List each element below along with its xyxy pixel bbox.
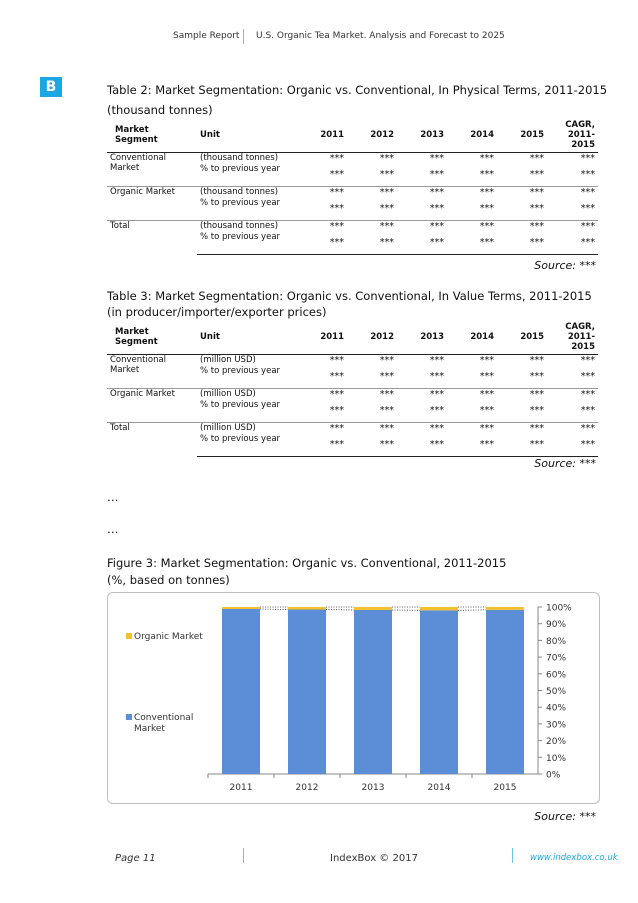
bar-conventional-market-2012 (288, 610, 326, 774)
value-cell: *** (347, 220, 397, 232)
value-cell: *** (447, 186, 497, 198)
header-cell: 2011 (297, 118, 347, 152)
unit-cell: % to previous year (200, 198, 281, 208)
value-cell: *** (529, 152, 544, 164)
table2-title: Table 2: Market Segmentation: Organic vs. Conventional, In Physical Terms, 2011-2015 (107, 83, 608, 97)
ellipsis-1: … (107, 490, 119, 504)
table3-subtitle: (in producer/importer/exporter prices) (107, 305, 327, 319)
value-cell: *** (529, 169, 544, 181)
value-cell: *** (429, 405, 444, 417)
unit-cell: (million USD) (197, 388, 297, 400)
header-right: U.S. Organic Tea Market. Analysis and Forecast to 2025 (256, 31, 505, 41)
series-connector (458, 610, 486, 611)
value-cell: *** (329, 405, 344, 417)
value-cell: *** (497, 232, 547, 254)
value-cell: *** (297, 422, 347, 434)
unit-cell: % to previous year (200, 366, 281, 376)
unit-cell: (thousand tonnes) (197, 186, 297, 198)
value-cell: *** (347, 422, 397, 434)
value-cell: *** (379, 354, 394, 366)
header-cell: 2015 (497, 320, 547, 354)
value-cell: *** (379, 169, 394, 181)
table2 (107, 118, 598, 255)
header-left: Sample Report (173, 31, 240, 41)
footer-center: IndexBox © 2017 (330, 853, 418, 864)
value-cell: *** (547, 434, 598, 456)
header-cell: 2012 (347, 320, 397, 354)
value-cell: *** (397, 186, 447, 198)
x-tick-label: 2015 (493, 783, 517, 793)
value-cell: *** (379, 152, 394, 164)
value-cell: *** (397, 220, 447, 232)
bar-organic-market-2011 (222, 607, 260, 609)
value-cell: *** (429, 203, 444, 215)
value-cell: *** (429, 371, 444, 383)
header-cell: 2013 (397, 118, 447, 152)
y-tick-label: 100% (546, 603, 572, 614)
bar-organic-market-2014 (420, 607, 458, 610)
value-cell: *** (397, 232, 447, 254)
value-cell: *** (447, 388, 497, 400)
value-cell: *** (297, 232, 347, 254)
value-cell: *** (580, 152, 595, 164)
x-tick-label: 2011 (229, 783, 253, 793)
y-tick-label: 20% (546, 737, 567, 748)
value-cell: *** (429, 152, 444, 164)
value-cell: *** (297, 220, 347, 232)
segment-cell: Total (107, 220, 197, 254)
value-cell: *** (497, 220, 547, 232)
value-cell: *** (447, 422, 497, 434)
value-cell: *** (529, 203, 544, 215)
value-cell: *** (397, 434, 447, 456)
header-cell: 2015 (497, 118, 547, 152)
y-tick-label: 60% (546, 670, 567, 681)
y-tick-label: 50% (546, 687, 567, 697)
value-cell: *** (397, 388, 447, 400)
header-cell: 2011 (297, 320, 347, 354)
y-tick-label: 80% (546, 636, 567, 647)
x-tick-label: 2014 (427, 783, 451, 793)
bar-conventional-market-2014 (420, 610, 458, 774)
segment-cell: Total (107, 422, 197, 456)
value-cell: *** (497, 422, 547, 434)
value-cell: *** (479, 169, 494, 181)
table2-subtitle: (thousand tonnes) (107, 103, 213, 117)
value-cell: *** (497, 186, 547, 198)
value-cell: *** (379, 203, 394, 215)
value-cell: *** (580, 203, 595, 215)
logo: B (40, 77, 62, 97)
footer-url[interactable]: www.indexbox.co.uk (530, 853, 618, 863)
value-cell: *** (297, 388, 347, 400)
header-cell: CAGR, 2011-2015 (547, 320, 598, 354)
bar-conventional-market-2011 (222, 609, 260, 774)
value-cell: *** (329, 169, 344, 181)
value-cell: *** (379, 371, 394, 383)
value-cell: *** (347, 388, 397, 400)
unit-cell: (million USD) (197, 422, 297, 434)
value-cell: *** (297, 434, 347, 456)
bar-conventional-market-2013 (354, 610, 392, 774)
value-cell: *** (529, 354, 544, 366)
segment-cell: Organic Market (107, 388, 197, 422)
y-tick-label: 90% (546, 620, 567, 631)
legend-swatch (126, 714, 132, 720)
figure3-subtitle: (%, based on tonnes) (107, 573, 230, 587)
header-cell: 2014 (447, 320, 497, 354)
value-cell: *** (547, 232, 598, 254)
value-cell: *** (429, 169, 444, 181)
value-cell: *** (347, 434, 397, 456)
unit-cell: (million USD) (200, 354, 256, 365)
table3 (107, 320, 598, 457)
unit-cell: % to previous year (200, 400, 281, 410)
unit-cell: % to previous year (200, 164, 281, 174)
ellipsis-2: … (107, 522, 119, 536)
header-cell: CAGR, 2011-2015 (547, 118, 598, 152)
header-cell: 2012 (347, 118, 397, 152)
value-cell: *** (497, 388, 547, 400)
unit-cell: (thousand tonnes) (200, 152, 279, 163)
header-cell: 2014 (447, 118, 497, 152)
value-cell: *** (580, 405, 595, 417)
header-cell: Market Segment (107, 320, 197, 354)
value-cell: *** (297, 186, 347, 198)
header-divider (243, 29, 244, 44)
table3-source: Source: *** (534, 457, 596, 470)
value-cell: *** (429, 354, 444, 366)
value-cell: *** (479, 203, 494, 215)
value-cell: *** (329, 152, 344, 164)
value-cell: *** (497, 434, 547, 456)
y-tick-label: 10% (546, 753, 567, 764)
value-cell: *** (529, 405, 544, 417)
legend-swatch (126, 633, 132, 639)
segment-cell: Organic Market (107, 186, 197, 220)
series-connector (326, 610, 354, 611)
header-cell: 2013 (397, 320, 447, 354)
value-cell: *** (329, 354, 344, 366)
bar-organic-market-2013 (354, 607, 392, 610)
value-cell: *** (479, 405, 494, 417)
bar-organic-market-2012 (288, 607, 326, 610)
header-cell: Unit (197, 320, 297, 354)
bar-conventional-market-2015 (486, 610, 524, 774)
value-cell: *** (447, 220, 497, 232)
value-cell: *** (397, 422, 447, 434)
y-tick-label: 40% (546, 703, 567, 714)
value-cell: *** (580, 169, 595, 181)
value-cell: *** (529, 371, 544, 383)
segment-cell: Conventional Market (110, 152, 167, 173)
header-cell: Unit (197, 118, 297, 152)
value-cell: *** (379, 405, 394, 417)
y-tick-label: 70% (546, 653, 567, 664)
footer-divider-2 (512, 848, 513, 863)
legend-label: Conventional (134, 713, 194, 723)
value-cell: *** (347, 232, 397, 254)
y-tick-label: 0% (546, 770, 561, 781)
stacked-bar-chart (108, 593, 599, 803)
value-cell: *** (547, 422, 598, 434)
value-cell: *** (580, 371, 595, 383)
figure3-title: Figure 3: Market Segmentation: Organic vs. Conventional, 2011-2015 (107, 556, 507, 570)
value-cell: *** (547, 220, 598, 232)
footer-divider-1 (243, 848, 244, 863)
value-cell: *** (329, 203, 344, 215)
value-cell: *** (479, 354, 494, 366)
unit-cell: (thousand tonnes) (197, 220, 297, 232)
figure3-source: Source: *** (534, 810, 596, 823)
value-cell: *** (329, 371, 344, 383)
bar-organic-market-2015 (486, 607, 524, 610)
x-tick-label: 2012 (295, 783, 319, 793)
value-cell: *** (547, 186, 598, 198)
y-tick-label: 30% (546, 720, 567, 731)
series-connector (260, 609, 288, 610)
value-cell: *** (347, 186, 397, 198)
value-cell: *** (547, 388, 598, 400)
value-cell: *** (580, 354, 595, 366)
x-tick-label: 2013 (361, 783, 385, 793)
table3-title: Table 3: Market Segmentation: Organic vs. Conventional, In Value Terms, 2011-2015 (107, 289, 592, 303)
unit-cell: % to previous year (197, 232, 297, 254)
value-cell: *** (447, 232, 497, 254)
unit-cell: % to previous year (197, 434, 297, 456)
header-cell: Market Segment (107, 118, 197, 152)
legend-label: Market (134, 724, 165, 734)
legend-label: Organic Market (134, 632, 203, 642)
value-cell: *** (479, 152, 494, 164)
table2-source: Source: *** (534, 259, 596, 272)
value-cell: *** (447, 434, 497, 456)
chart-frame (107, 592, 600, 804)
segment-cell: Conventional Market (110, 354, 167, 375)
footer-page: Page 11 (115, 853, 156, 864)
value-cell: *** (479, 371, 494, 383)
